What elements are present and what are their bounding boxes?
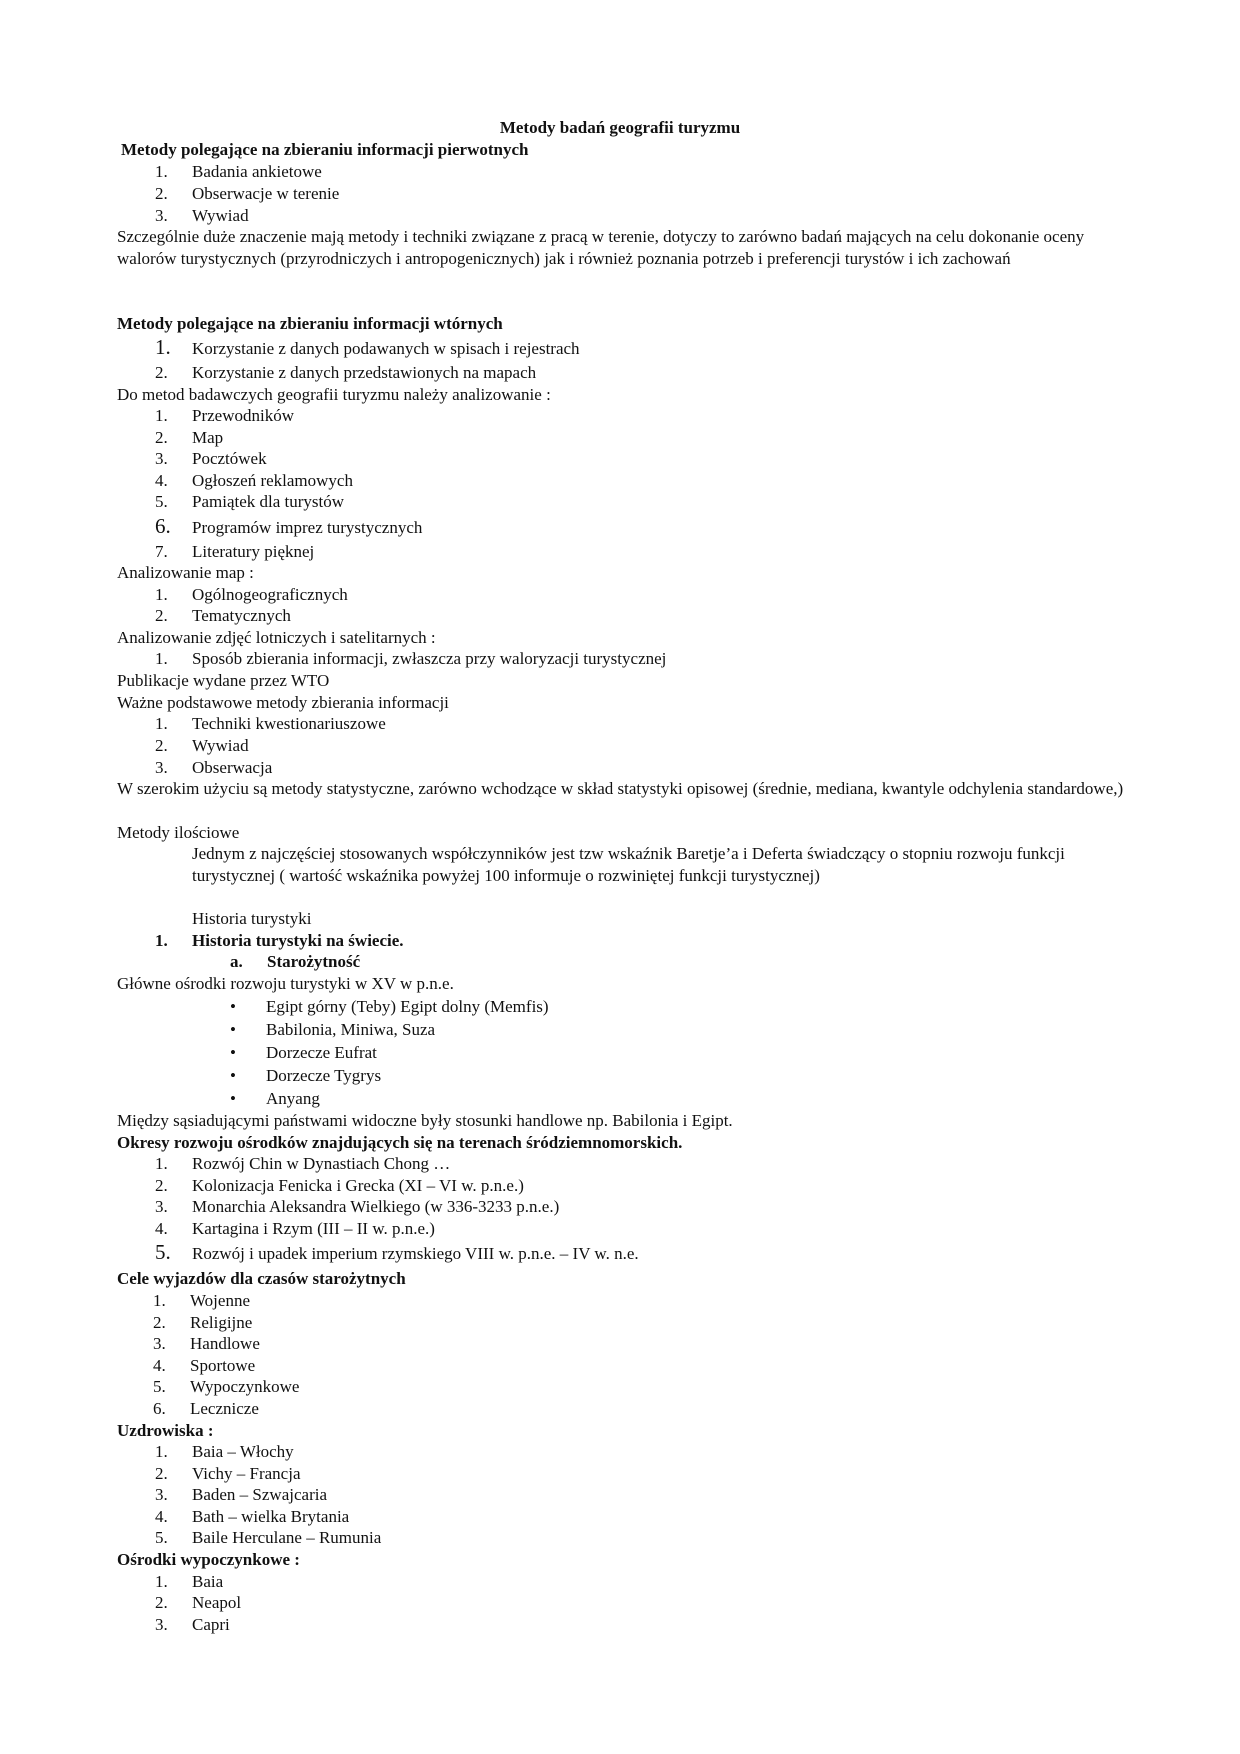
periods-heading: Okresy rozwoju ośrodków znajdujących się na terenach śródziemnomorskich. (117, 1133, 683, 1152)
analysis-intro: Do metod badawczych geografii turyzmu należy analizowanie : (117, 385, 551, 404)
paragraph-fieldwork: Szczególnie duże znaczenie mają metody i techniki związane z pracą w terenie, dotyczy to zarówno badań mających na celu dokonanie oceny walorów turystycznych (przyrodniczych i antropogenicznych) jak i również poznania potrzeb i preferencji turystów i ich zachowań (117, 227, 1085, 268)
section-heading-secondary: Metody polegające na zbieraniu informacji wtórnych (117, 314, 503, 333)
trade-relations-line: Między sąsiadującymi państwami widoczne były stosunki handlowe np. Babilonia i Egipt. (117, 1111, 733, 1130)
methods-intro: Ważne podstawowe metody zbierania informacji (117, 693, 449, 712)
centers-intro: Główne ośrodki rozwoju turystyki w XV w p.n.e. (117, 974, 454, 993)
history-title: Historia turystyki (192, 909, 312, 928)
document-title: Metody badań geografii turyzmu (499, 118, 741, 137)
goals-heading: Cele wyjazdów dla czasów starożytnych (117, 1269, 406, 1288)
paragraph-baretje-index: Jednym z najczęściej stosowanych współczynników jest tzw wskaźnik Baretje’a i Deferta świadczący o stopniu rozwoju funkcji turystycznej ( wartość wskaźnika powyżej 100 informuje o rozwiniętej funkcji turystycznej) (192, 844, 1065, 885)
paragraph-statistics: W szerokim użyciu są metody statystyczne, zarówno wchodzące w skład statystyki opisowej (średnie, mediana, kwantyle odchylenia standardowe,) (117, 779, 1124, 798)
maps-intro: Analizowanie map : (117, 563, 254, 582)
wto-line: Publikacje wydane przez WTO (117, 671, 330, 690)
section-heading-primary: Metody polegające na zbieraniu informacji pierwotnych (121, 140, 529, 159)
photos-intro: Analizowanie zdjęć lotniczych i satelitarnych : (117, 628, 436, 647)
quantitative-methods-label: Metody ilościowe (117, 823, 240, 842)
resorts-heading: Ośrodki wypoczynkowe : (117, 1550, 300, 1569)
spas-heading: Uzdrowiska : (117, 1421, 214, 1440)
document-page: Metody badań geografii turyzmu Metody polegające na zbieraniu informacji pierwotnych 1. Badania ankietowe 2. Obserwacje w terenie 3. Wywiad Szczególnie duże znaczenie mają metody i techniki związane z pracą w terenie, dotyczy to zarówno badań mających na celu dokonanie oceny walorów turystycznych (przyrodniczych i antropogenicznych) jak i również poznania potrzeb i preferencji turystów i ich zachowań Metody polegające na zbieraniu informacji wtórnych 1. Korzystanie z danych podawanych w spisach i rejestrach 2. Korzystanie z danych przedstawionych na mapach Do metod badawczych geografii turyzmu należy analizowanie : 1. Przewodników 2. Map 3. Pocztówek 4. Ogłoszeń reklamowych 5. Pamiątek dla turystów 6. Programów imprez turystycznych 7. Literatury pięknej Analizowanie map : 1. Ogólnogeograficznych 2. Tematycznych Analizowanie zdjęć lotniczych i satelitarnych : 1. Sposób zbierania informacji, zwłaszcza przy waloryzacji turystycznej Publikacje wydane przez WTO Ważne podstawowe metody zbierania informacji 1. Techniki kwestionariuszowe 2. Wywiad 3. Obserwacja W szerokim użyciu są metody statystyczne, zarówno wchodzące w skład statystyki opisowej (średnie, mediana, kwantyle odchylenia standardowe,) Metody ilościowe Jednym z najczęściej stosowanych współczynników jest tzw wskaźnik Baretje’a i Deferta świadczący o stopniu rozwoju funkcji turystycznej ( wartość wskaźnika powyżej 100 informuje o rozwiniętej funkcji turystycznej) Historia turystyki 1. Historia turystyki na świecie. a. Starożytność Główne ośrodki rozwoju turystyki w XV w p.n.e. • Egipt górny (Teby) Egipt dolny (Memfis) • Babilonia, Miniwa, Suza • Dorzecze Eufrat • Dorzecze Tygrys • Anyang Między sąsiadującymi państwami widoczne były stosunki handlowe np. Babilonia i Egipt. Okresy rozwoju ośrodków znajdujących się na terenach śródziemnomorskich. 1. Rozwój Chin w Dynastiach Chong … 2. Kolonizacja Fenicka i Grecka (XI – VI w. p.n.e.) 3. Monarchia Aleksandra Wielkiego (w 336-3233 p.n.e.) 4. Kartagina i Rzym (III – II w. p.n.e.) 5. Rozwój i upadek imperium rzymskiego VIII w. p.n.e. – IV w. n.e. Cele wyjazdów dla czasów starożytnych 1. Wojenne 2. Religijne 3. Handlowe 4. Sportowe 5. Wypoczynkowe 6. Lecznicze Uzdrowiska : 1. Baia – Włochy 2. Vichy – Francja 3. Baden – Szwajcaria 4. Bath – wielka Brytania 5. Baile Herculane – Rumunia Ośrodki wypoczynkowe : 1. Baia 2. Neapol 3. Capri (0, 0, 1240, 1754)
